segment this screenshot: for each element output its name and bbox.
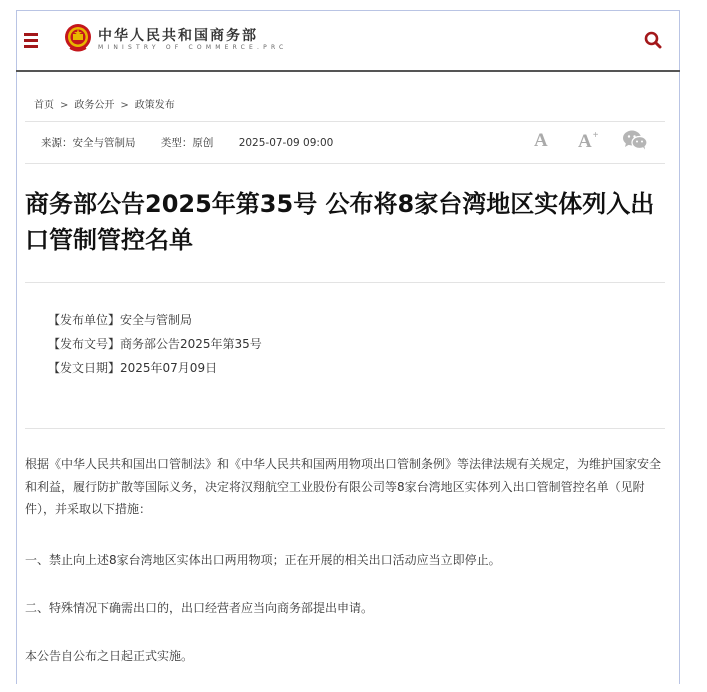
site-logo-english: MINISTRY OF COMMERCE.PRC — [98, 44, 288, 51]
divider — [25, 282, 665, 283]
article-datetime: 2025-07-09 09:00 — [238, 137, 334, 149]
chevron-right-icon: > — [120, 100, 129, 111]
article-meta — [41, 135, 355, 150]
font-increase-button[interactable]: A+ — [578, 130, 599, 152]
national-emblem-icon[interactable] — [64, 23, 92, 53]
breadcrumb — [34, 96, 175, 111]
article-type: 类型：原创 — [160, 137, 214, 149]
menu-icon[interactable] — [24, 33, 38, 47]
article-title: 商务部公告2025年第35号 公布将8家台湾地区实体列入出口管制管控名单 — [25, 190, 655, 254]
divider — [25, 163, 665, 164]
article-source: 来源：安全与管制局 — [41, 137, 136, 149]
search-icon[interactable] — [644, 31, 662, 49]
chevron-right-icon: > — [60, 100, 69, 111]
document-number: 【发布文号】商务部公告2025年第35号 — [48, 337, 262, 351]
wechat-share-icon[interactable] — [622, 130, 648, 150]
issue-date: 【发文日期】2025年07月09日 — [48, 361, 218, 375]
article-paragraph-2: 一、禁止向上述8家台湾地区实体出口两用物项；正在开展的相关出口活动应当立即停止。 — [25, 553, 501, 567]
site-logo-text[interactable]: 中华人民共和国商务部 — [98, 28, 258, 44]
issuing-unit: 【发布单位】安全与管制局 — [48, 313, 193, 327]
breadcrumb-government-affairs[interactable]: 政务公开 — [74, 100, 115, 111]
breadcrumb-policy-release[interactable]: 政策发布 — [134, 100, 175, 111]
site-header — [16, 10, 680, 72]
article-info — [48, 308, 262, 380]
breadcrumb-home[interactable]: 首页 — [34, 100, 54, 111]
article-paragraph-1: 根据《中华人民共和国出口管制法》和《中华人民共和国两用物项出口管制条例》等法律法规有关规定，为维护国家安全和利益，履行防扩散等国际义务，决定将汉翔航空工业股份有限公司等8家台湾地区实体列入出口管制管控名单（见附件），并采取以下措施： — [25, 457, 662, 516]
divider — [25, 428, 665, 429]
divider — [25, 121, 665, 122]
article-paragraph-4: 本公告自公布之日起正式实施。 — [25, 649, 194, 663]
font-decrease-button[interactable]: A — [534, 130, 548, 151]
article-paragraph-3: 二、特殊情况下确需出口的，出口经营者应当向商务部提出申请。 — [25, 601, 374, 615]
